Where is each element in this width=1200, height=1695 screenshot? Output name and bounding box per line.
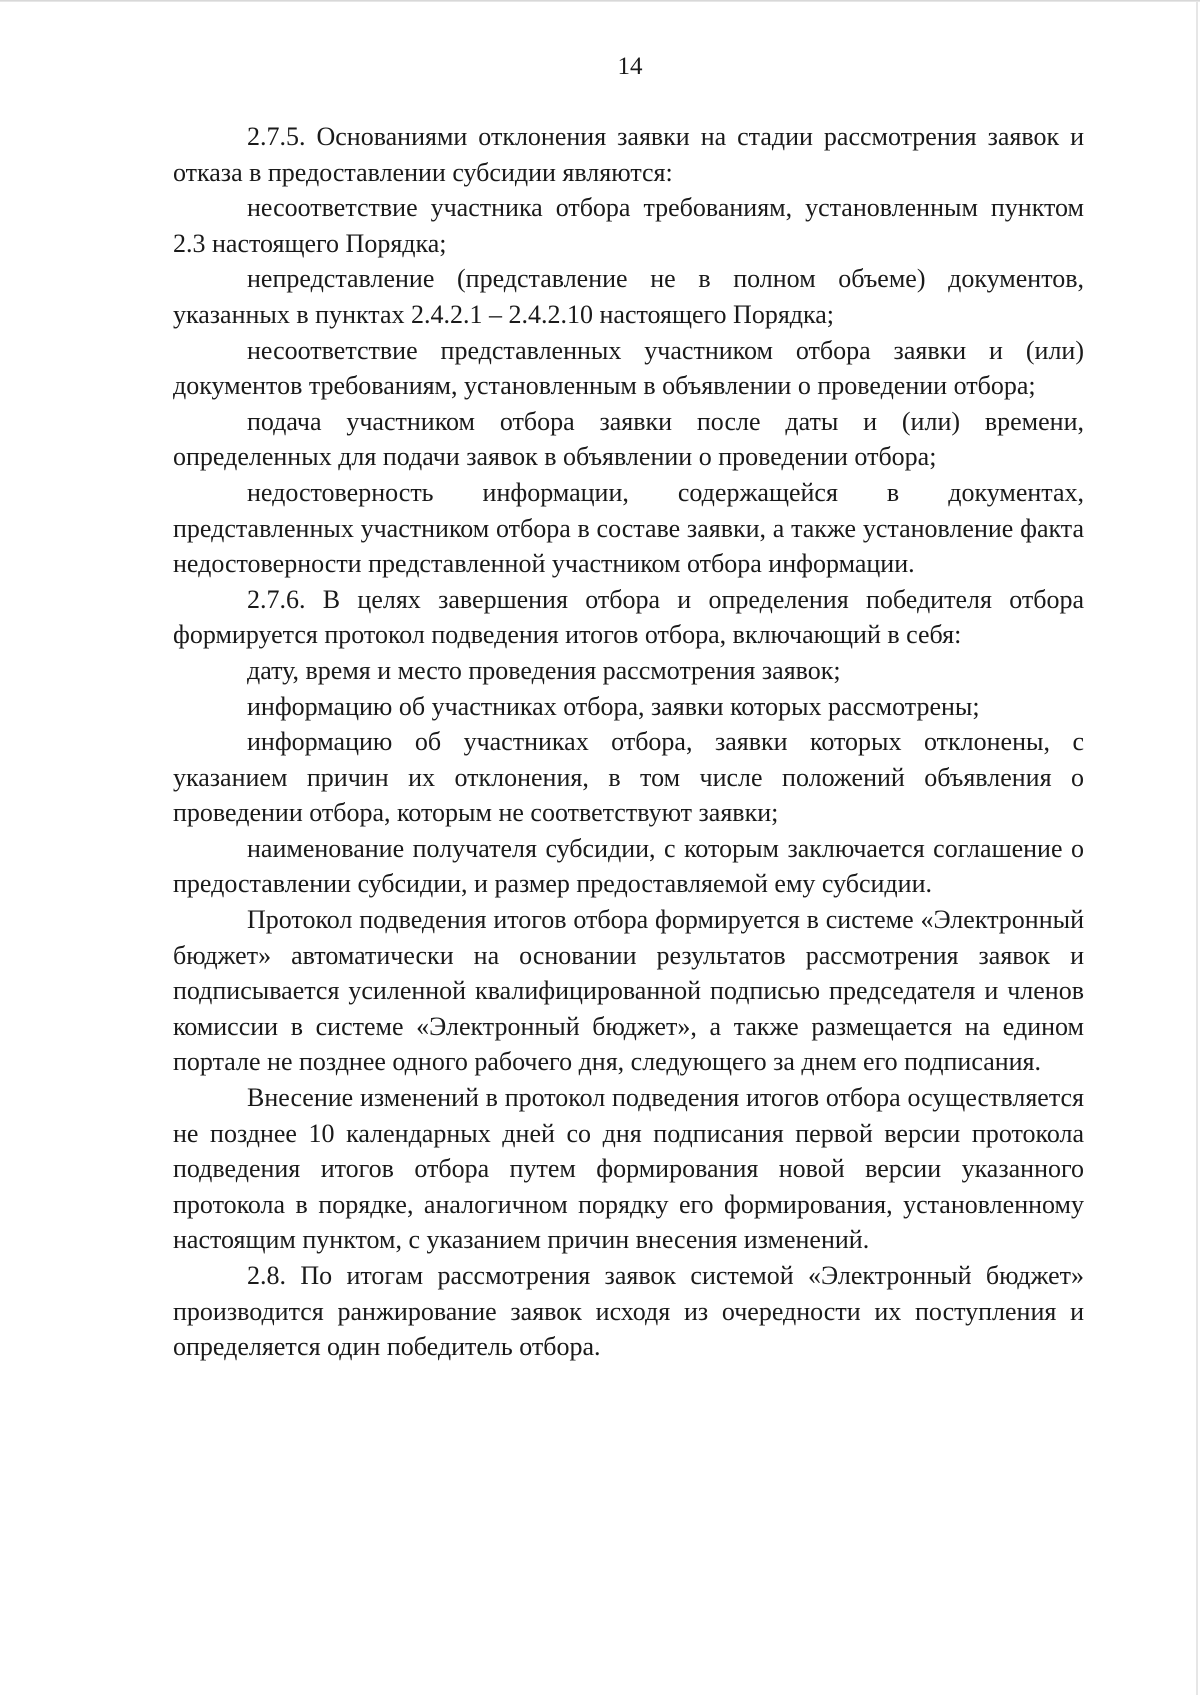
document-body [173, 119, 1084, 1365]
paragraph-2-8: 2.8. По итогам рассмотрения заявок системой «Электронный бюджет» производится ранжирование заявок исходя из очередности их поступления и определяется один победитель отбора. [173, 1261, 1084, 1362]
paragraph-2-7-5: 2.7.5. Основаниями отклонения заявки на стадии рассмотрения заявок и отказа в предоставлении субсидии являются: [173, 122, 1084, 187]
paragraph-item: информацию об участниках отбора, заявки которых отклонены, с указанием причин их отклонения, в том числе положений объявления о проведении отбора, которым не соответствуют заявки; [173, 727, 1084, 828]
paragraph-item: наименование получателя субсидии, с которым заключается соглашение о предоставлении субсидии, и размер предоставляемой ему субсидии. [173, 833, 1084, 899]
paragraph-item: подача участником отбора заявки после даты и (или) времени, определенных для подачи заявок в объявлении о проведении отбора; [173, 406, 1084, 472]
paragraph-changes: Внесение изменений в протокол подведения итогов отбора осуществляется не позднее 10 календарных дней со дня подписания первой версии протокола подведения итогов отбора путем формирования новой версии указанного протокола в порядке, аналогичном порядку его формирования, установленному настоящим пунктом, с указанием причин внесения изменений. [173, 1083, 1084, 1255]
page-number: 14 [617, 53, 643, 80]
paragraph-item: информацию об участниках отбора, заявки которых рассмотрены; [247, 691, 980, 721]
paragraph-item: дату, время и место проведения рассмотрения заявок; [247, 655, 841, 685]
paragraph-item: несоответствие участника отбора требованиям, установленным пунктом 2.3 настоящего Порядка; [173, 193, 1084, 258]
paragraph-protocol: Протокол подведения итогов отбора формируется в системе «Электронный бюджет» автоматически на основании результатов рассмотрения заявок и подписывается усиленной квалифицированной подписью председателя и членов комиссии в системе «Электронный бюджет», а также размещается на едином портале не позднее одного рабочего дня, следующего за днем его подписания. [173, 905, 1084, 1077]
paragraph-item: недостоверность информации, содержащейся в документах, представленных участником отбора в составе заявки, а также установление факта недостоверности представленной участником отбора информации. [173, 477, 1084, 579]
paragraph-item: несоответствие представленных участником отбора заявки и (или) документов требованиям, установленным в объявлении о проведении отбора; [173, 335, 1084, 401]
paragraph-item: непредставление (представление не в полном объеме) документов, указанных в пунктах 2.4.2.1 – 2.4.2.10 настоящего Порядка; [173, 264, 1084, 329]
scan-edge-mark [0, 1, 1200, 2]
scan-edge-mark [1196, 1, 1198, 1695]
paragraph-2-7-6: 2.7.6. В целях завершения отбора и определения победителя отбора формируется протокол подведения итогов отбора, включающий в себя: [173, 584, 1084, 650]
